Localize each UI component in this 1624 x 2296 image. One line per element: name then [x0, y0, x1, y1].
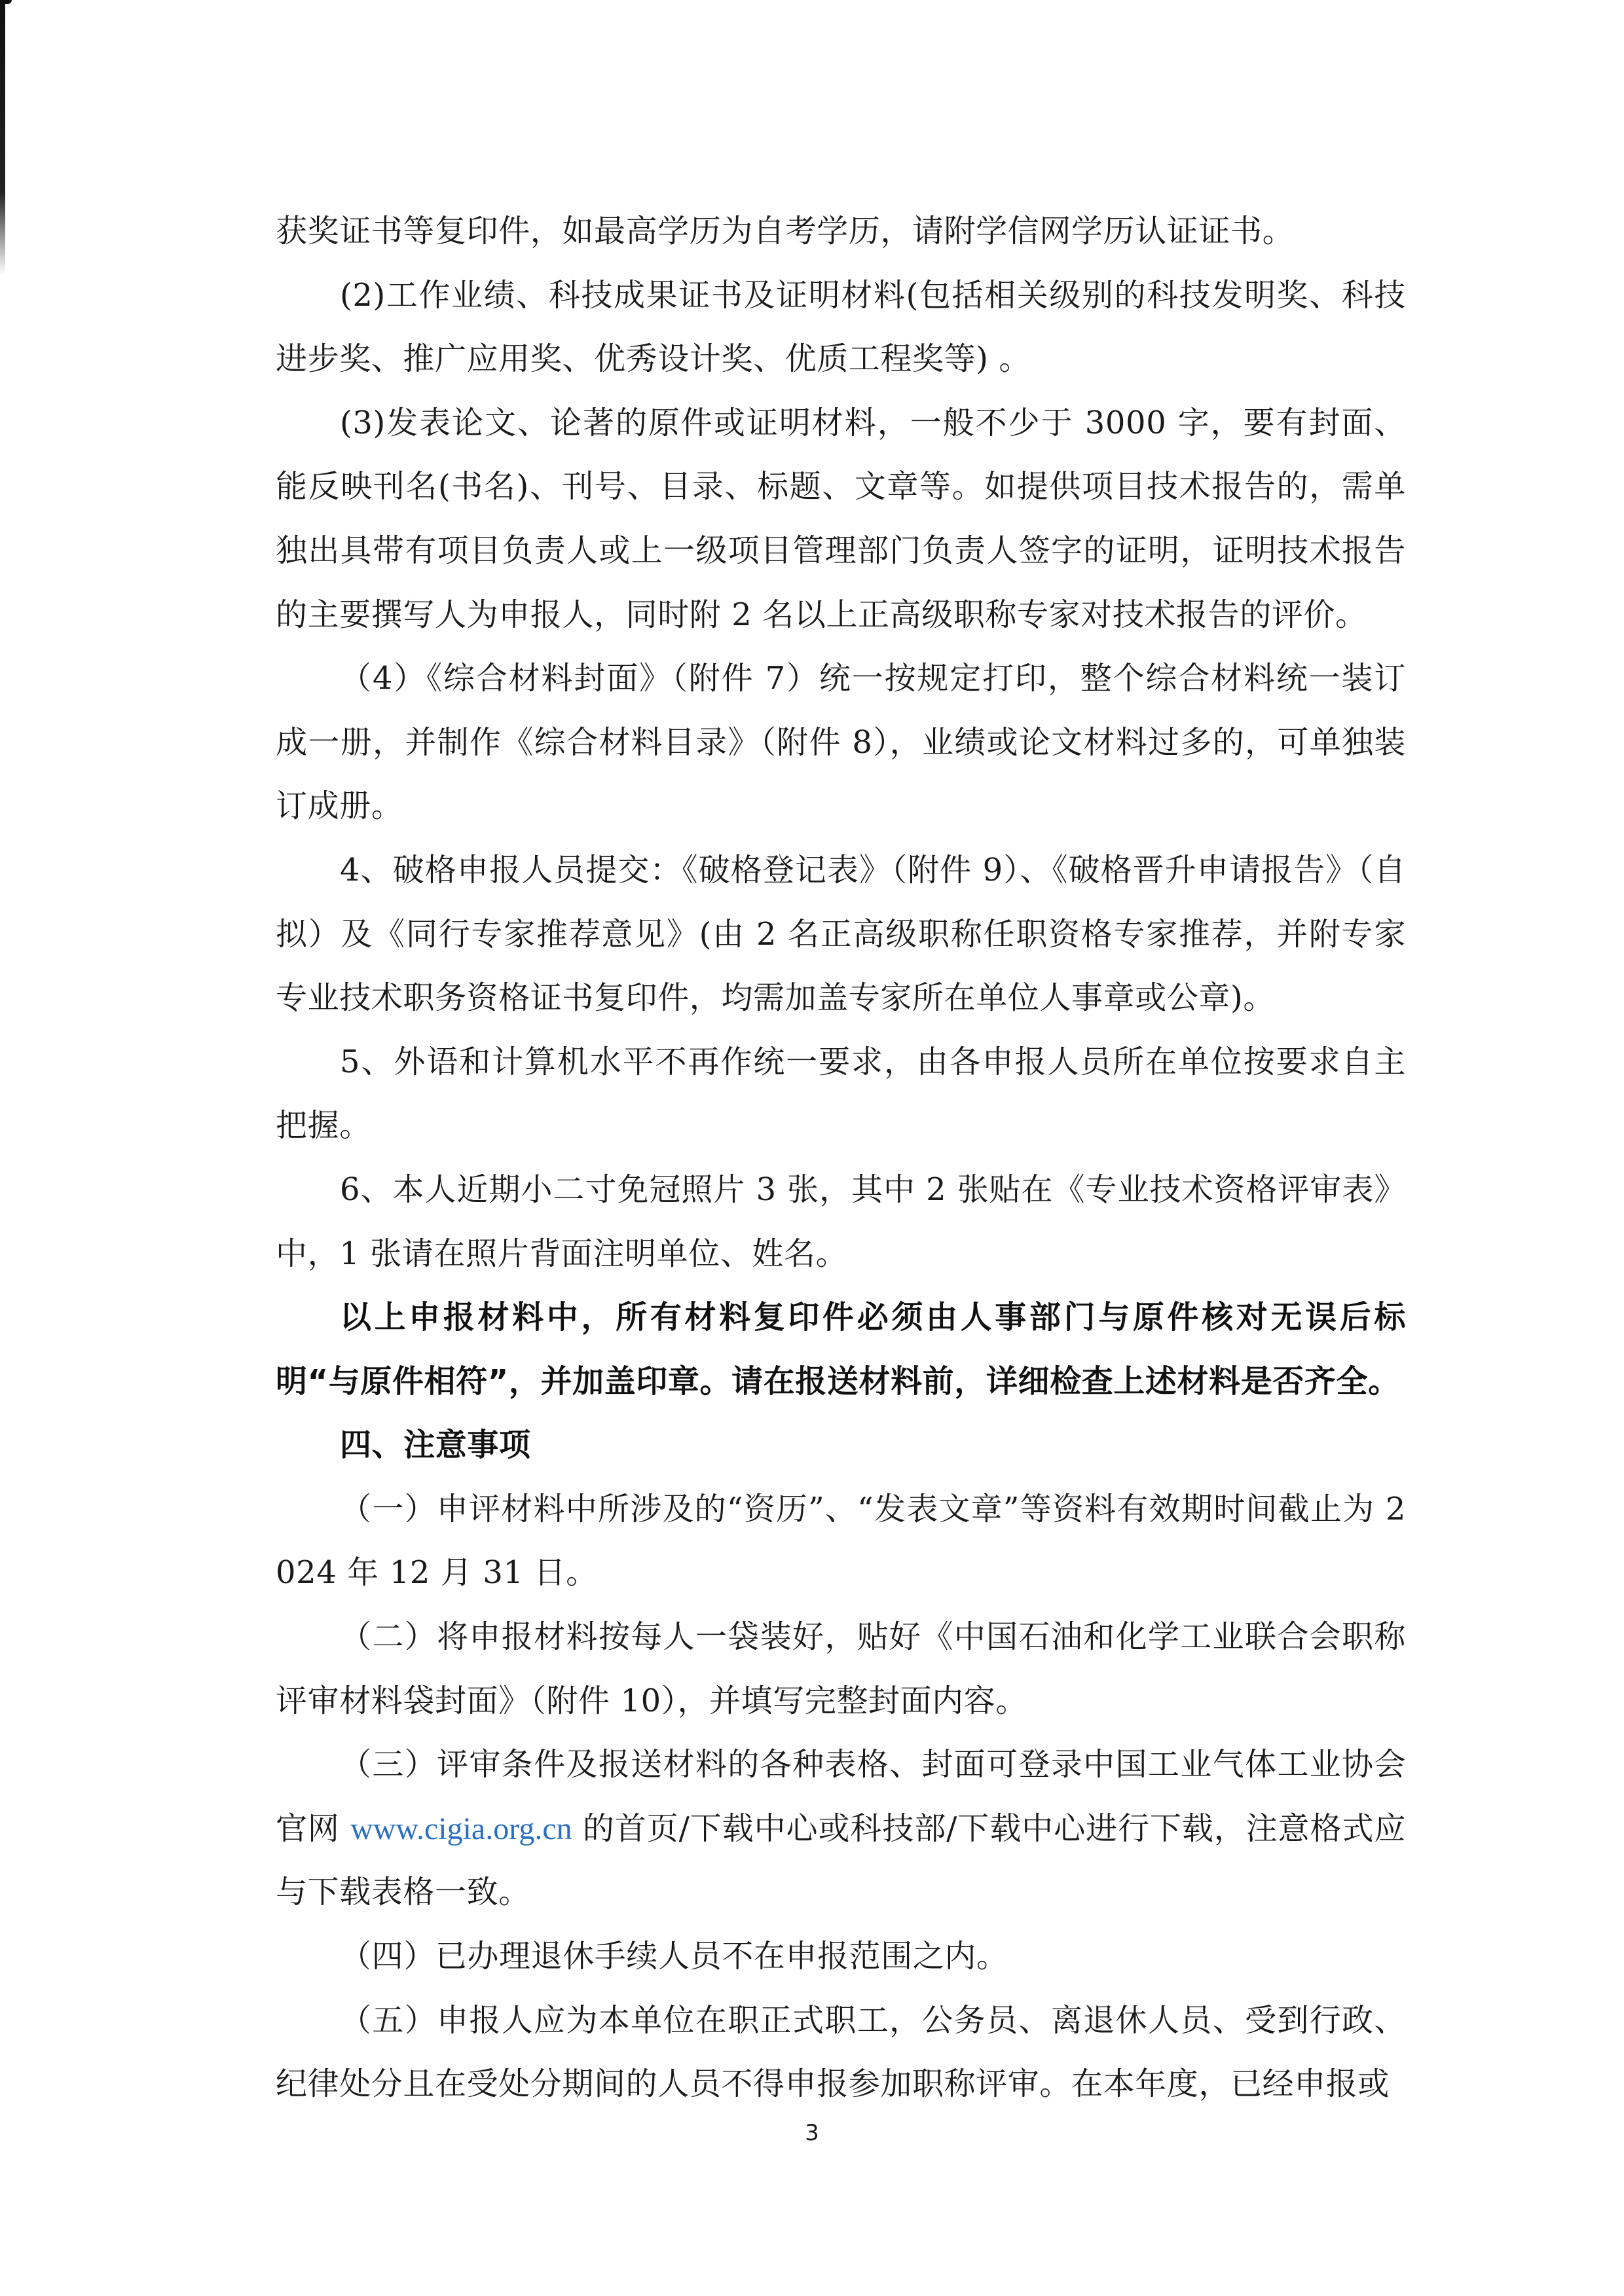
note-item-2-envelope: （二）将申报材料按每人一袋装好，贴好《中国石油和化学工业联合会职称评审材料袋封面》（附件 10），并填写完整封面内容。 — [276, 1618, 1406, 1719]
note-item-3-downloads — [276, 1733, 1406, 1925]
note-item-3-text-before: （三）评审条件及报送材料的各种表格、封面可登录中国工业气体工业协会官网 — [276, 1746, 1406, 1847]
paragraph-continuation: 获奖证书等复印件，如最高学历为自考学历，请附学信网学历认证证书。 — [276, 213, 1295, 249]
paragraph-language-computer: 5、外语和计算机水平不再作统一要求，由各申报人员所在单位按要求自主把握。 — [276, 1043, 1406, 1144]
note-item-5-eligibility: （五）申报人应为本单位在职正式职工，公务员、离退休人员、受到行政、纪律处分且在受处分期间的人员不得申报参加职称评审。在本年度，已经申报或 — [276, 2001, 1406, 2103]
section-heading-notes: 四、注意事项 — [340, 1427, 531, 1464]
paragraph-item-2-achievements: (2)工作业绩、科技成果证书及证明材料(包括相关级别的科技发明奖、科技进步奖、推广应用奖、优秀设计奖、优质工程奖等) 。 — [276, 276, 1406, 378]
scan-corner-shadow — [0, 0, 12, 4]
scan-edge-shadow — [0, 0, 5, 275]
paragraph-photos: 6、本人近期小二寸免冠照片 3 张，其中 2 张贴在《专业技术资格评审表》中，1 张请在照片背面注明单位、姓名。 — [276, 1171, 1406, 1272]
note-item-3-text-after: 的首页/下载中心或科技部/下载中心进行下载，注意格式应与下载表格一致。 — [276, 1810, 1407, 1911]
website-link[interactable]: www.cigia.org.cn — [350, 1811, 572, 1846]
document-page — [276, 200, 1406, 2117]
paragraph-exceptional-applicants: 4、破格申报人员提交：《破格登记表》（附件 9）、《破格晋升申请报告》（自拟）及《同行专家推荐意见》(由 2 名正高级职称任职资格专家推荐，并附专家专业技术职务资格证书复印件，均需加盖专家所在单位人事章或公章)。 — [276, 851, 1406, 1017]
note-item-4-retirees: （四）已办理退休手续人员不在申报范围之内。 — [340, 1938, 1008, 1975]
paragraph-copy-verification-notice: 以上申报材料中，所有材料复印件必须由人事部门与原件核对无误后标明“与原件相符”，并加盖印章。请在报送材料前，详细检查上述材料是否齐全。 — [276, 1299, 1406, 1400]
page-number: 3 — [805, 2120, 819, 2146]
paragraph-item-3-publications: (3)发表论文、论著的原件或证明材料，一般不少于 3000 字，要有封面、能反映刊名(书名)、刊号、目录、标题、文章等。如提供项目技术报告的，需单独出具带有项目负责人或上一级项目管理部门负责人签字的证明，证明技术报告的主要撰写人为申报人，同时附 2 名以上正高级职称专家对技术报告的评价。 — [276, 404, 1406, 633]
paragraph-item-4-cover: （4）《综合材料封面》（附件 7）统一按规定打印，整个综合材料统一装订成一册，并制作《综合材料目录》（附件 8），业绩或论文材料过多的，可单独装订成册。 — [276, 660, 1406, 825]
note-item-1-deadline: （一）申评材料中所涉及的“资历”、“发表文章”等资料有效期时间截止为 2024 年 12 月 31 日。 — [276, 1490, 1406, 1592]
